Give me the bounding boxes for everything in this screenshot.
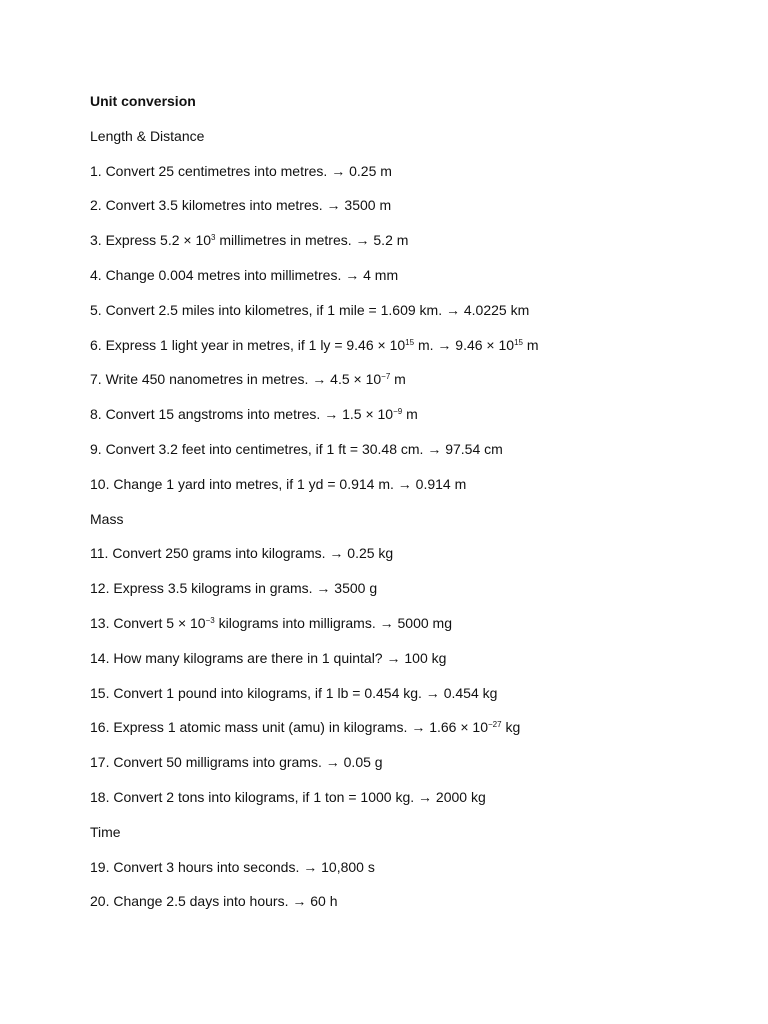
question-12: 12. Express 3.5 kilograms in grams. → 3500 g [90,580,378,597]
document-content [90,91,710,926]
question-6-exponent-1: 15 [405,337,415,347]
question-19: 19. Convert 3 hours into seconds. → 10,800 s [90,858,375,875]
question-17: 17. Convert 50 milligrams into grams. → 0.05 g [90,754,383,771]
section-heading-time: Time [90,823,121,840]
question-13-text-start: 13. Convert 5 × 10 [90,614,206,631]
question-7 [90,369,710,389]
question-3 [90,230,710,250]
question-11: 11. Convert 250 grams into kilograms. → 0.25 kg [90,545,394,562]
question-13-text-end: kilograms into milligrams. → 5000 mg [214,614,452,631]
question-6-exponent-2: 15 [514,337,523,347]
question-9: 9. Convert 3.2 feet into centimetres, if 1 ft = 30.48 cm. → 97.54 cm [90,440,503,457]
question-8-text-start: 8. Convert 15 angstroms into metres. → 1.5 × 10 [90,406,394,423]
question-8-exponent: −9 [393,407,403,417]
question-5: 5. Convert 2.5 miles into kilometres, if 1 mile = 1.609 km. → 4.0225 km [90,301,530,318]
question-16-text-end: kg [501,719,521,736]
question-6-text-end: m [522,336,539,353]
question-14: 14. How many kilograms are there in 1 quintal? → 100 kg [90,649,447,666]
question-3-text-start: 3. Express 5.2 × 10 [90,232,212,249]
question-1: 1. Convert 25 centimetres into metres. → 0.25 m [90,162,392,179]
question-16-exponent: −27 [488,720,502,730]
question-3-exponent: 3 [211,233,216,243]
document-title: Unit conversion [90,93,196,109]
section-heading-mass: Mass [90,510,124,527]
question-15: 15. Convert 1 pound into kilograms, if 1 lb = 0.454 kg. → 0.454 kg [90,684,498,701]
question-10: 10. Change 1 yard into metres, if 1 yd = 0.914 m. → 0.914 m [90,475,467,492]
question-8-text-end: m [402,406,418,423]
question-6 [90,335,710,355]
question-16-text-start: 16. Express 1 atomic mass unit (amu) in kilograms. → 1.66 × 10 [90,719,488,736]
question-7-text-end: m [390,371,406,388]
question-3-text-end: millimetres in metres. → 5.2 m [215,232,409,249]
question-13 [90,613,710,633]
question-8 [90,404,710,424]
question-13-exponent: −3 [205,615,215,625]
question-7-text-start: 7. Write 450 nanometres in metres. → 4.5 × 10 [90,371,382,388]
question-6-text-start: 6. Express 1 light year in metres, if 1 ly = 9.46 × 10 [90,336,406,353]
section-heading-length: Length & Distance [90,127,205,144]
question-7-exponent: −7 [381,372,391,382]
question-6-text-middle: m. → 9.46 × 10 [414,336,515,353]
question-18: 18. Convert 2 tons into kilograms, if 1 ton = 1000 kg. → 2000 kg [90,788,486,805]
question-16 [90,717,710,737]
question-20: 20. Change 2.5 days into hours. → 60 h [90,893,338,910]
question-4: 4. Change 0.004 metres into millimetres. → 4 mm [90,266,399,283]
question-2: 2. Convert 3.5 kilometres into metres. → 3500 m [90,197,392,214]
